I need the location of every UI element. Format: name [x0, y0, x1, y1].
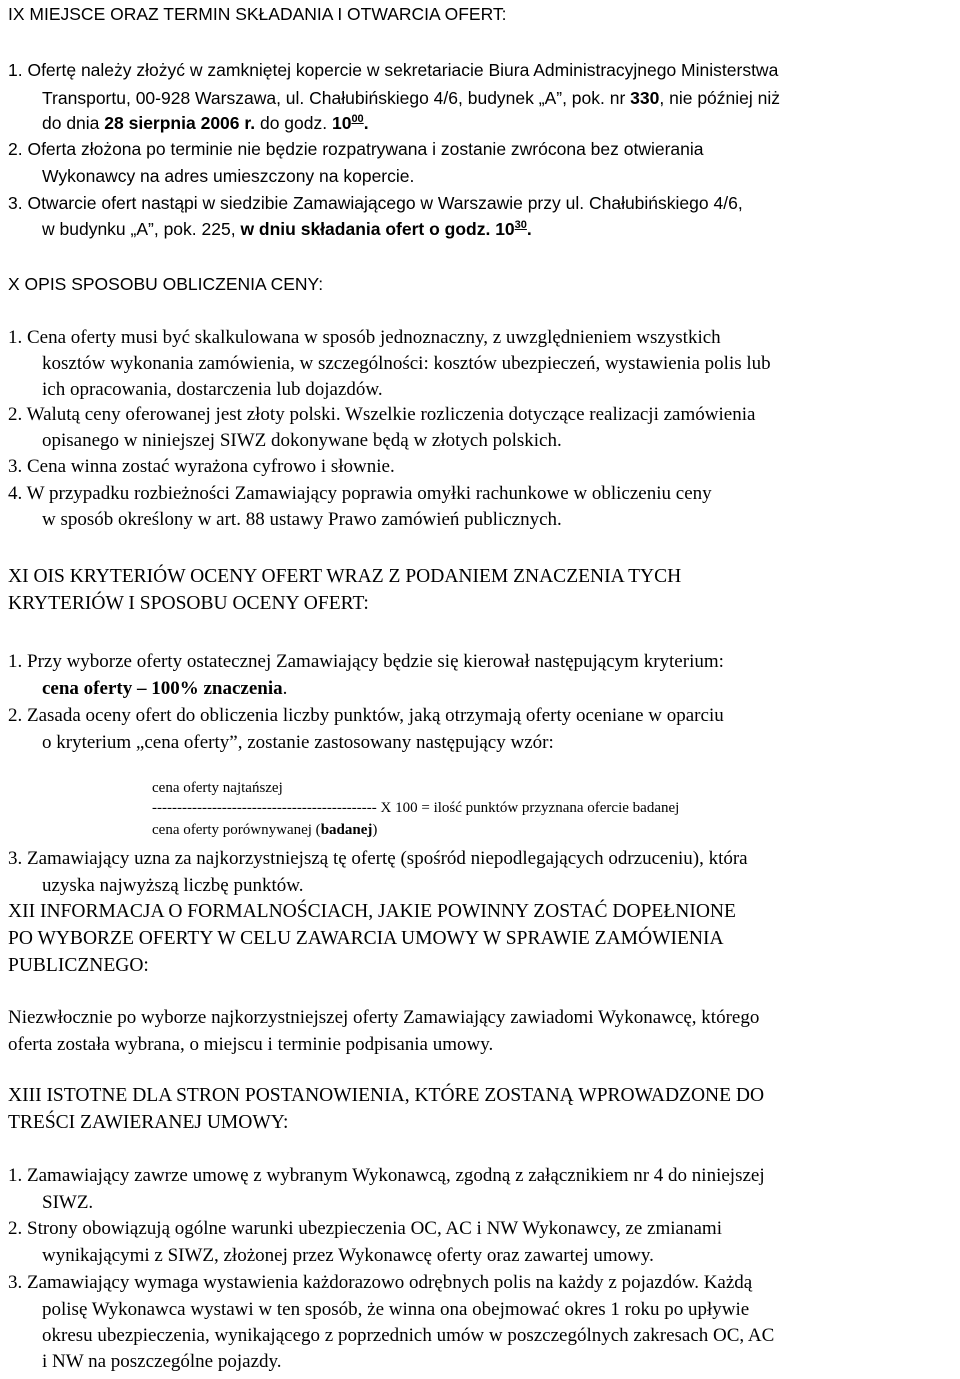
section-xiii-line-7: okresu ubezpieczenia, wynikającego z poprzednich umów w poszczególnych zakresach OC, AC: [42, 1325, 775, 1346]
section-ix-item-2-line-1: 2. Oferta złożona po terminie nie będzie rozpatrywana i zostanie zwrócona bez otwierania: [8, 139, 704, 159]
formula-numerator: cena oferty najtańszej: [152, 780, 283, 796]
section-x-line-2: kosztów wykonania zamówienia, w szczególności: kosztów ubezpieczeń, wystawienia polis lub: [42, 353, 771, 374]
section-ix-item-1-line-1: 1. Ofertę należy złożyć w zamkniętej kopercie w sekretariacie Biura Administracyjnego Ministerstwa: [8, 60, 779, 80]
section-x-line-7: 4. W przypadku rozbieżności Zamawiający poprawia omyłki rachunkowe w obliczeniu ceny: [8, 483, 712, 504]
section-x-line-3: ich opracowania, dostarczenia lub dojazdów.: [42, 379, 383, 400]
section-xi-title-line-1: XI OIS KRYTERIÓW OCENY OFERT WRAZ Z PODANIEM ZNACZENIA TYCH: [8, 566, 682, 587]
section-xiii-line-2: SIWZ.: [42, 1192, 94, 1213]
formula-fraction-line: --------------------------------------------- X 100 = ilość punktów przyznana ofercie badanej: [152, 800, 680, 816]
section-ix-item-1-line-3: do dnia 28 sierpnia 2006 r. do godz. $10^{00}$.: [42, 113, 369, 133]
section-xii-title-line-1: XII INFORMACJA O FORMALNOŚCIACH, JAKIE POWINNY ZOSTAĆ DOPEŁNIONE: [8, 901, 736, 922]
section-xi-title-line-2: KRYTERIÓW I SPOSOBU OCENY OFERT:: [8, 593, 369, 614]
section-xiii-line-3: 2. Strony obowiązują ogólne warunki ubezpieczenia OC, AC i NW Wykonawcy, ze zmianami: [8, 1218, 722, 1239]
section-xiii-line-5: 3. Zamawiający wymaga wystawienia każdorazowo odrębnych polis na każdy z pojazdów. Każdą: [8, 1272, 753, 1293]
section-xi-line-1: 1. Przy wyborze oferty ostatecznej Zamawiający będzie się kierował następującym kryterium:: [8, 651, 724, 672]
section-xi-line-2: cena oferty – 100% znaczenia.: [42, 678, 288, 699]
section-xiii-title-line-1: XIII ISTOTNE DLA STRON POSTANOWIENIA, KTÓRE ZOSTANĄ WPROWADZONE DO: [8, 1085, 765, 1106]
section-ix-title: IX MIEJSCE ORAZ TERMIN SKŁADANIA I OTWARCIA OFERT:: [8, 4, 507, 24]
formula-denominator: cena oferty porównywanej (badanej): [152, 822, 378, 838]
section-x-line-5: opisanego w niniejszej SIWZ dokonywane będą w złotych polskich.: [42, 430, 562, 451]
section-xi-line-4: o kryterium „cena oferty”, zostanie zastosowany następujący wzór:: [42, 732, 554, 753]
section-x-title: X OPIS SPOSOBU OBLICZENIA CENY:: [8, 274, 324, 294]
section-ix-item-3-line-2: w budynku „A”, pok. 225, w dniu składania ofert o godz. $10^{30}$.: [42, 219, 532, 239]
section-ix-item-2-line-2: Wykonawcy na adres umieszczony na kopercie.: [42, 166, 415, 186]
section-ix-item-1-line-2: Transportu, 00-928 Warszawa, ul. Chałubińskiego 4/6, budynek „A”, pok. nr 330, nie później niż: [42, 88, 781, 108]
section-xiii-line-6: polisę Wykonawca wystawi w ten sposób, że winna ona obejmować okres 1 roku po upływie: [42, 1299, 750, 1320]
section-x-line-8: w sposób określony w art. 88 ustawy Prawo zamówień publicznych.: [42, 509, 562, 530]
section-xiii-line-1: 1. Zamawiający zawrze umowę z wybranym Wykonawcą, zgodną z załącznikiem nr 4 do niniejszej: [8, 1165, 765, 1186]
section-xiii-title-line-2: TREŚCI ZAWIERANEJ UMOWY:: [8, 1112, 289, 1133]
section-xii-title-line-2: PO WYBORZE OFERTY W CELU ZAWARCIA UMOWY W SPRAWIE ZAMÓWIENIA: [8, 928, 724, 949]
section-ix-item-3-line-1: 3. Otwarcie ofert nastąpi w siedzibie Zamawiającego w Warszawie przy ul. Chałubińskiego 4/6,: [8, 193, 743, 213]
section-x-line-1: 1. Cena oferty musi być skalkulowana w sposób jednoznaczny, z uwzględnieniem wszystkich: [8, 327, 721, 348]
section-xii-title-line-3: PUBLICZNEGO:: [8, 955, 149, 976]
section-xi-line-3: 2. Zasada oceny ofert do obliczenia liczby punktów, jaką otrzymają oferty oceniane w oparciu: [8, 705, 724, 726]
section-xii-line-2: oferta została wybrana, o miejscu i terminie podpisania umowy.: [8, 1034, 494, 1055]
section-xii-line-1: Niezwłocznie po wyborze najkorzystniejszej oferty Zamawiający zawiadomi Wykonawcę, którego: [8, 1007, 760, 1028]
section-x-line-4: 2. Walutą ceny oferowanej jest złoty polski. Wszelkie rozliczenia dotyczące realizacji zamówienia: [8, 404, 756, 425]
section-xiii-line-4: wynikającymi z SIWZ, złożonej przez Wykonawcę oferty oraz zawartej umowy.: [42, 1245, 654, 1266]
section-xiii-line-8: i NW na poszczególne pojazdy.: [42, 1351, 282, 1372]
section-xi-line-6: uzyska najwyższą liczbę punktów.: [42, 875, 304, 896]
section-xi-line-5: 3. Zamawiający uzna za najkorzystniejszą tę ofertę (spośród niepodlegających odrzuceniu), która: [8, 848, 748, 869]
section-x-line-6: 3. Cena winna zostać wyrażona cyfrowo i słownie.: [8, 456, 395, 477]
